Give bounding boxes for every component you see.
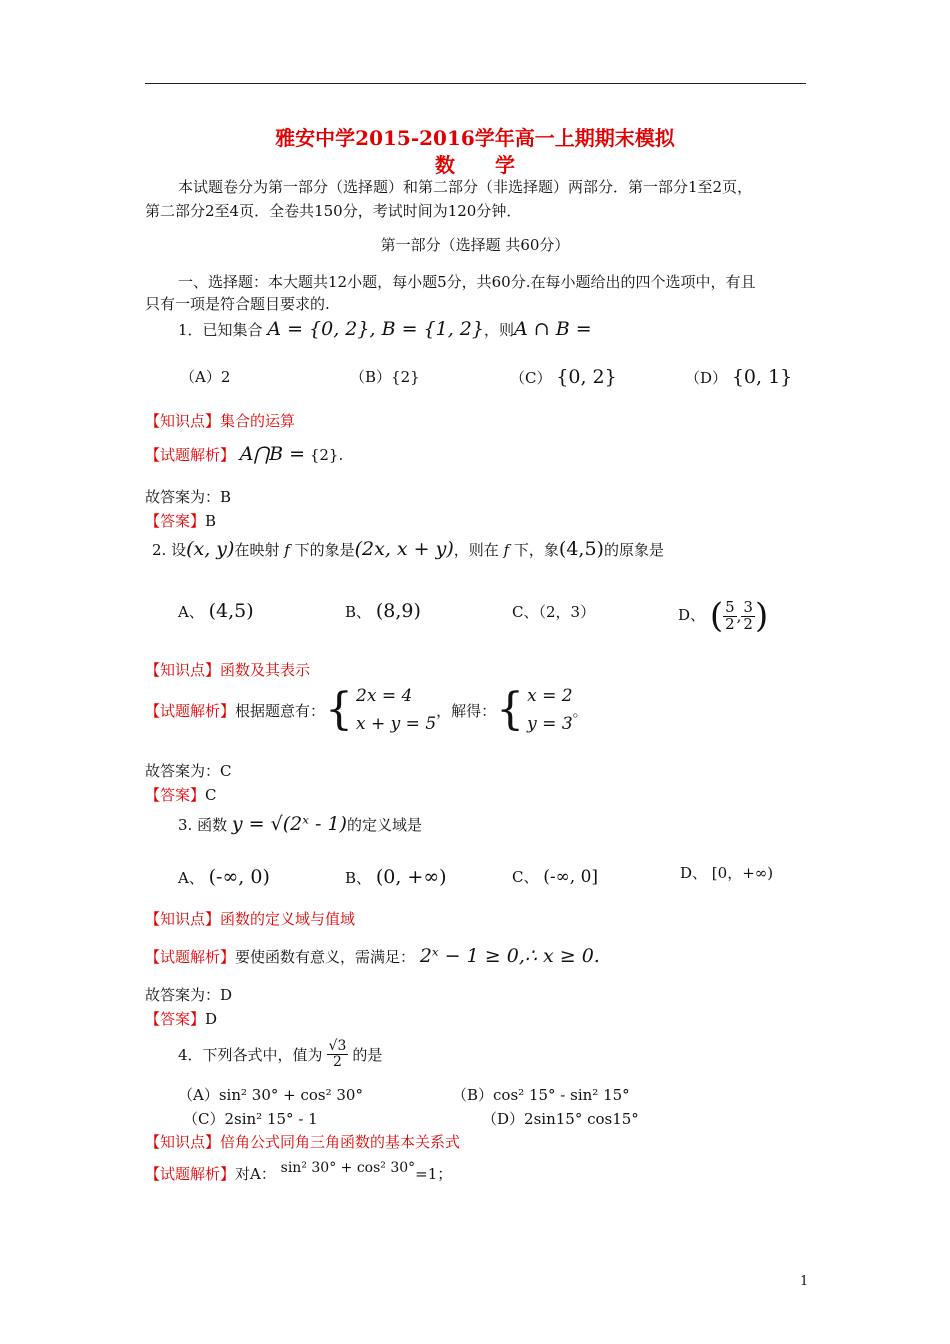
therefore-label: 故答案为： [145,488,221,506]
q1-analysis-text: {2}. [309,446,344,464]
q4-option-d-label: （D） [482,1110,525,1128]
answer-tag: 【答案】 [145,786,206,804]
knowledge-tag: 【知识点】 [145,1133,221,1151]
q3-option-b-label: B、 [345,869,372,887]
q4-option-c-math: 2sin² 15° - 1 [224,1110,318,1128]
analysis-tag: 【试题解析】 [145,446,236,464]
q1-stem-prefix: 1．已知集合 [178,321,263,339]
q1-option-d-math: {0, 1} [731,366,793,388]
q3-stem [178,813,422,835]
intro-line-1: 本试题卷分为第一部分（选择题）和第二部分（非选择题）两部分．第一部分1至2页， [178,178,753,196]
knowledge-tag: 【知识点】 [145,661,221,679]
q2-option-a [178,600,254,622]
q3-answer [145,1008,217,1029]
q1-option-a: （A）2 [180,368,231,386]
q1-set-a: A = {0, 2} [267,318,370,340]
analysis-tag: 【试题解析】 [145,701,236,720]
q3-option-c [512,866,598,887]
q1-stem-suffix: ，则 [483,321,514,339]
analysis-tag: 【试题解析】 [145,948,236,966]
q3-option-c-label: C、 [512,868,539,886]
q4-knowledge-text: 倍角公式同角三角函数的基本关系式 [220,1133,461,1151]
q2-stem [152,538,664,560]
q3-analysis-math: 2ˣ − 1 ≥ 0,∴ x ≥ 0. [419,945,600,967]
q2-option-d-frac-1: $\frac{5}{2}$ [725,597,735,633]
q4-fraction: $\frac{√3}{2}$ [328,1037,347,1070]
q3-option-c-math: (-∞, 0] [543,867,599,887]
q2-analysis-a: 根据题意有： [235,701,326,720]
therefore-label: 故答案为： [145,986,221,1004]
q3-therefore [145,984,232,1005]
q2-math-45: (4,5) [558,538,604,560]
q3-analysis [145,945,600,967]
q2-stem-c: 下的象是 [294,541,355,559]
q1-option-c-label: （C） [510,369,552,387]
q2-option-d-label: D、 [678,606,706,624]
q3-option-a-math: (-∞, 0) [208,866,270,888]
q1-therefore [145,486,231,507]
q2-stem-e: 下，象 [513,541,559,559]
q2-analysis-end: 。 [572,701,588,720]
q2-option-c: C、（2，3） [512,603,596,621]
q2-math-f-2: f [503,541,510,559]
q2-therefore-value: C [220,762,232,780]
part1-heading: 第一部分（选择题 共60分） [380,236,570,254]
q1-analysis-math: A⋂B = [239,443,306,465]
q1-analysis [145,443,343,465]
q1-answer-value: B [205,512,217,530]
q4-knowledge [145,1131,460,1152]
q2-stem-d: ，则在 [453,541,499,559]
q4-analysis-end: =1； [415,1165,453,1183]
q2-option-d-rparen: ) [754,596,769,636]
q3-answer-value: D [205,1010,218,1028]
q1-answer [145,510,216,531]
q4-option-a [178,1084,363,1105]
q3-stem-a: 3. 函数 [178,816,228,834]
q3-knowledge-text: 函数的定义域与值域 [220,910,356,928]
q3-analysis-a: 要使函数有意义，需满足： [235,948,416,966]
q2-knowledge [145,659,310,680]
therefore-label: 故答案为： [145,762,221,780]
q4-stem-a: 4．下列各式中，值为 [178,1045,323,1064]
q2-answer [145,784,217,805]
q2-knowledge-text: 函数及其表示 [220,661,311,679]
q4-option-a-label: （A） [178,1086,219,1104]
q2-option-b-label: B、 [345,603,372,621]
q4-analysis-a: 对A： [235,1165,276,1183]
q4-option-b [452,1084,630,1105]
q2-option-d-frac-2: $\frac{3}{2}$ [743,597,753,633]
q2-stem-f: 的原象是 [603,541,664,559]
q2-math-xy: (x, y) [186,538,235,560]
q2-option-b [345,600,421,622]
document-title: 雅安中学2015-2016学年高一上期期末模拟 [275,126,675,150]
q4-analysis-math: sin² 30° + cos² 30° [280,1160,416,1176]
q2-therefore [145,760,232,781]
section1-line-1: 一、选择题：本大题共12小题，每小题5分，共60分.在每小题给出的四个选项中，有且 [178,273,756,291]
q4-option-c [183,1108,318,1129]
q1-knowledge-text: 集合的运算 [220,412,296,430]
q3-stem-b: 的定义域是 [346,816,422,834]
q3-option-b-math: (0, +∞) [375,866,447,888]
q2-option-d-lparen: ( [709,596,724,636]
q3-option-b [345,866,447,888]
q2-system-2: { x = 2 y = 3 [496,684,573,735]
q4-option-d [482,1108,639,1129]
q4-option-b-math: cos² 15° - sin² 15° [493,1086,630,1104]
knowledge-tag: 【知识点】 [145,412,221,430]
intro-line-2: 第二部分2至4页．全卷共150分，考试时间为120分钟． [145,202,522,220]
q1-stem [178,318,592,340]
page-number: 1 [800,1274,809,1289]
q2-system-1: { 2x = 4 x + y = 5 [325,684,437,735]
q4-stem-b: 的是 [352,1045,383,1064]
q2-option-a-label: A、 [178,603,204,621]
q2-analysis [145,680,588,740]
q2-option-d: D、 ( $\frac{5}{2}$ , $\frac{3}{2}$ ) [678,596,769,636]
q1-option-b: （B）{2} [350,368,420,386]
q4-option-a-math: sin² 30° + cos² 30° [218,1086,363,1104]
knowledge-tag: 【知识点】 [145,910,221,928]
q2-answer-value: C [205,786,217,804]
subject-title: 数 学 [435,153,515,177]
q2-math-image: (2x, x + y) [354,538,454,560]
q4-option-c-label: （C） [183,1110,225,1128]
q3-knowledge [145,908,355,929]
q1-knowledge [145,410,295,431]
q2-stem-b: 在映射 [234,541,280,559]
q3-option-d: D、 [0，+∞) [680,864,774,882]
q4-stem [178,1033,382,1075]
q3-option-a [178,866,270,888]
q1-option-d-label: （D） [685,369,728,387]
answer-tag: 【答案】 [145,512,206,530]
q1-therefore-value: B [220,488,232,506]
section1-line-2: 只有一项是符合题目要求的. [145,295,330,313]
q3-option-a-label: A、 [178,869,204,887]
analysis-tag: 【试题解析】 [145,1165,236,1183]
q2-option-a-math: (4,5) [208,600,254,622]
q4-option-d-math: 2sin15° cos15° [524,1110,639,1128]
q4-option-b-label: （B） [452,1086,494,1104]
q1-option-c-math: {0, 2} [556,366,617,388]
q2-stem-a: 2. 设 [152,541,187,559]
header-rule [145,83,806,84]
q1-set-b: , B = {1, 2} [369,318,484,340]
q2-analysis-b: ，解得： [436,701,497,720]
q1-expr: A ∩ B = [513,318,592,340]
q1-option-c [510,366,617,388]
q3-therefore-value: D [220,986,233,1004]
answer-tag: 【答案】 [145,1010,206,1028]
q2-math-f: f [284,541,290,559]
q4-analysis [145,1160,453,1184]
q2-option-b-math: (8,9) [375,600,421,622]
q3-math-func: y = √(2ˣ - 1) [231,813,347,835]
q1-option-d [685,366,792,388]
